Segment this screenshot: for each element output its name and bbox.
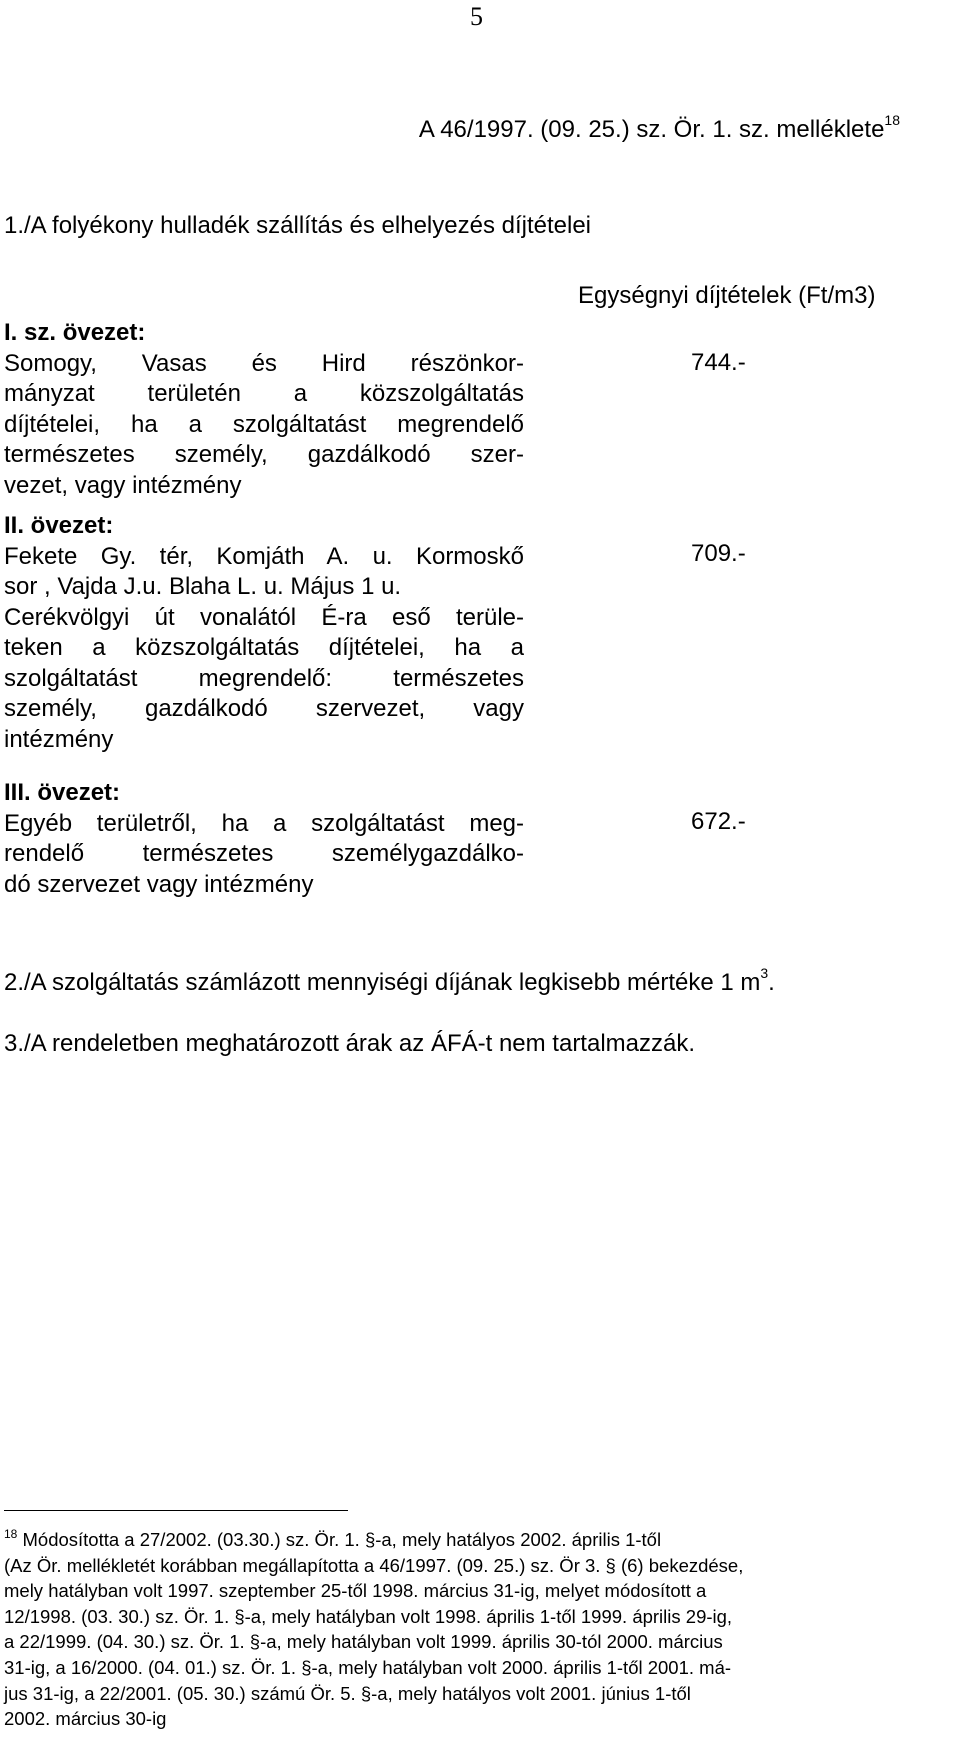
footnote-divider [4, 1510, 348, 1511]
section-2-suffix: . [768, 969, 775, 996]
zone-1-block [4, 318, 524, 501]
footnote-line [4, 1522, 934, 1553]
zone-1-price: 744.- [691, 349, 746, 376]
footnote-line: (Az Ör. mellékletét korábban megállapította a 46/1997. (09. 25.) sz. Ör 3. § (6) bekezdése, [4, 1554, 744, 1576]
zone-1-line: Somogy, Vasas és Hird részönkor- [4, 349, 524, 377]
zone-1-line: természetes személy, gazdálkodó szer- [4, 441, 524, 468]
zone-3-line: Egyéb területről, ha a szolgáltatást meg- [4, 809, 524, 837]
footnote-ref[interactable]: 18 [884, 112, 900, 128]
zone-1-line: díjtételei, ha a szolgáltatást megrendelő [4, 410, 524, 438]
zone-3-line: rendelő természetes személygazdálko- [4, 840, 524, 867]
section-2-text: 2./A szolgáltatás számlázott mennyiségi díjának legkisebb mértéke 1 m [4, 969, 761, 996]
zone-2-price: 709.- [691, 540, 746, 567]
zone-3-block [4, 778, 524, 900]
section-3-note: 3./A rendeletben meghatározott árak az ÁFÁ-t nem tartalmazzák. [4, 1030, 696, 1057]
zone-2-line: szolgáltatást megrendelő: természetes [4, 664, 524, 692]
zone-2-label: II. övezet: [4, 512, 114, 539]
section-heading: 1./A folyékony hulladék szállítás és elhelyezés díjtételei [4, 212, 592, 239]
footnote-line: jus 31-ig, a 22/2001. (05. 30.) számú Ör. 5. §-a, mely hatályos volt 2001. június 1-től [4, 1682, 691, 1704]
footnote-line: 2002. március 30-ig [4, 1708, 167, 1730]
zone-3-line: dó szervezet vagy intézmény [4, 870, 314, 898]
footnote-number: 18 [4, 1527, 18, 1541]
zone-2-line: intézmény [4, 725, 114, 753]
unit-price-header: Egységnyi díjtételek (Ft/m3) [578, 282, 876, 309]
footnote [4, 1522, 934, 1732]
zone-1-line: vezet, vagy intézmény [4, 471, 242, 499]
zone-1-line: mányzat területén a közszolgáltatás [4, 380, 524, 407]
footnote-line: 31-ig, a 16/2000. (04. 01.) sz. Ör. 1. §-a, mely hatályban volt 2000. április 1-től 2001. má- [4, 1656, 732, 1678]
zone-2-line: Cerékvölgyi út vonalától É-ra eső terüle- [4, 603, 524, 631]
zone-2-line: személy, gazdálkodó szervezet, vagy [4, 695, 524, 722]
zone-1-label: I. sz. övezet: [4, 319, 146, 346]
annex-title-text: A 46/1997. (09. 25.) sz. Ör. 1. sz. melléklete [418, 116, 885, 143]
zone-2-line: Fekete Gy. tér, Komjáth A. u. Kormoskő [4, 542, 524, 570]
footnote-line: mely hatályban volt 1997. szeptember 25-től 1998. március 31-ig, melyet módosított a [4, 1580, 707, 1602]
zone-2-line: sor , Vajda J.u. Blaha L. u. Május 1 u. [4, 573, 402, 600]
page-number: 5 [470, 2, 483, 31]
zone-2-line: teken a közszolgáltatás díjtételei, ha a [4, 634, 524, 661]
annex-title [419, 112, 900, 144]
footnote-text: Módosította a 27/2002. (03.30.) sz. Ör. 1. §-a, mely hatályos 2002. április 1-től [17, 1529, 662, 1550]
superscript: 3 [760, 965, 769, 981]
footnote-line: 12/1998. (03. 30.) sz. Ör. 1. §-a, mely hatályban volt 1998. április 1-től 1999. április 29-ig, [4, 1605, 733, 1627]
section-2-note [4, 965, 775, 997]
zone-3-label: III. övezet: [4, 779, 121, 806]
zone-3-price: 672.- [691, 808, 746, 835]
footnote-line: a 22/1999. (04. 30.) sz. Ör. 1. §-a, mely hatályban volt 1999. április 30-tól 2000. március [4, 1631, 723, 1653]
zone-2-block [4, 511, 524, 755]
